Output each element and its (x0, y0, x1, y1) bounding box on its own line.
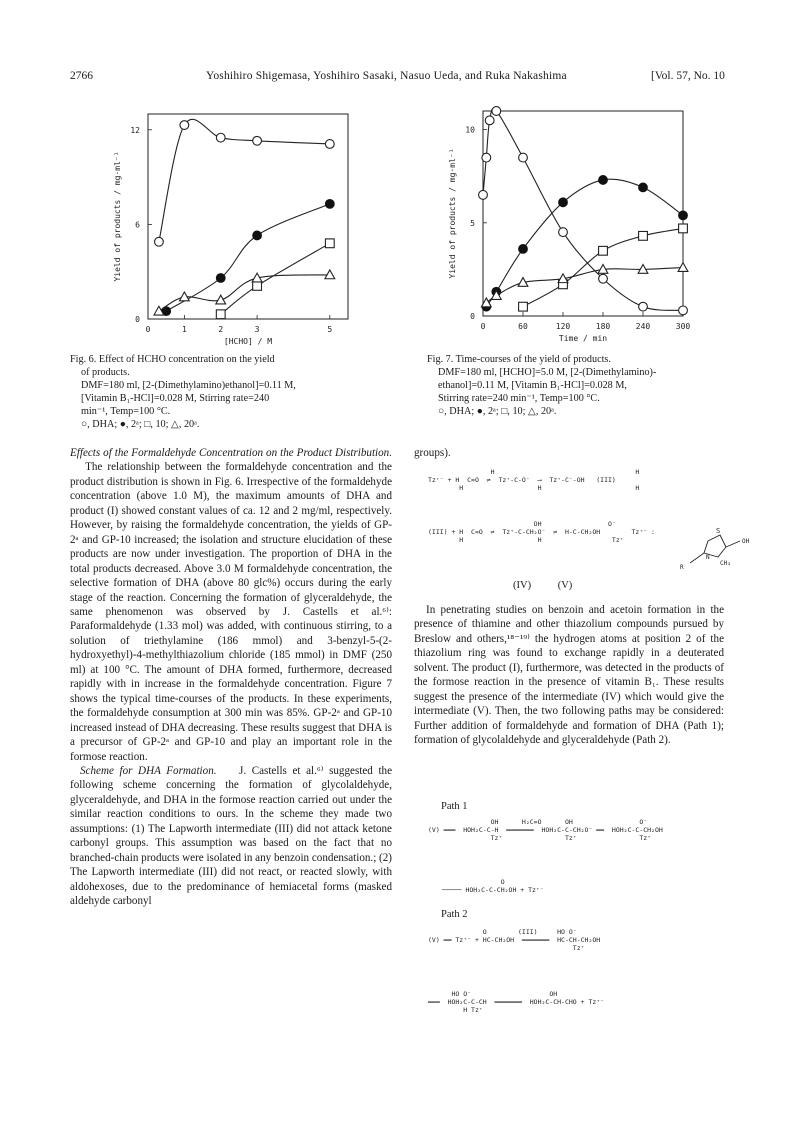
n-substituent-bond (690, 553, 704, 563)
figure-7-chart (435, 105, 700, 350)
data-point-open-square (679, 224, 688, 233)
path-2-label: Path 2 (441, 909, 468, 920)
nitrogen-label: N (706, 554, 710, 561)
y-tick-label: 6 (135, 220, 140, 230)
data-point-filled-circle (599, 176, 608, 185)
series-curve-DHA (483, 109, 683, 311)
data-point-open-square (216, 310, 225, 319)
series-curve-20ᵃ (486, 268, 683, 303)
scheme-reaction-1: H H Tz⁺⁻ + H C=O ⇌ Tz⁺-C-O⁻ ⟶ Tz⁺-C⁻-OH (III) H H H (428, 468, 640, 492)
caption-line: Stirring rate=240 min⁻¹, Temp=100 °C. (438, 393, 600, 404)
x-tick-label: 300 (675, 322, 691, 331)
x-tick-label: 1 (181, 325, 187, 334)
thiazolium-svg (668, 523, 758, 573)
y-axis-label: Yield of products / mg·ml⁻¹ (448, 148, 457, 279)
data-point-open-circle (485, 116, 494, 125)
data-point-open-triangle (216, 295, 226, 304)
figure-6-chart (100, 108, 365, 353)
caption-line: ethanol]=0.11 M, [Vitamin B₁-HCl]=0.028 M, (438, 380, 627, 391)
data-point-open-triangle (325, 270, 335, 279)
path-1-label: Path 1 (441, 801, 468, 812)
side-chain-bond (726, 541, 740, 547)
caption-line: DMF=180 ml, [2-(Dimethylamino)ethanol]=0.11 M, (81, 380, 296, 391)
x-tick-label: 180 (595, 322, 611, 331)
caption-line: Fig. 7. Time-courses of the yield of products. (427, 354, 611, 365)
data-point-open-circle (519, 153, 528, 162)
figure-6-caption (70, 353, 390, 431)
y-tick-label: 10 (465, 125, 475, 135)
data-point-open-circle (216, 133, 225, 142)
y-axis-label: Yield of products / mg·ml⁻¹ (113, 151, 122, 282)
data-point-open-circle (253, 136, 262, 145)
data-point-filled-circle (639, 183, 648, 192)
x-tick-label: 60 (518, 322, 528, 331)
caption-line: of products. (81, 367, 130, 378)
section-heading: Scheme for DHA Formation. (80, 764, 217, 777)
caption-line: [Vitamin B₁-HCl]=0.028 M, Stirring rate=240 (81, 393, 270, 404)
path-1-reaction: OH H₂C=O OH O⁻ (V) ═══ HOH₂C-C-H ═══════ HOH₂C-C-CH₂O⁻ ══ HOH₂C-C-CH₂OH Tz⁺ Tz⁺ Tz⁺ (428, 818, 663, 842)
caption-line: min⁻¹, Temp=100 °C. (81, 406, 171, 417)
data-point-filled-circle (253, 231, 262, 240)
paragraph-text: J. Castells et al.⁶⁾ suggested the following scheme concerning the formation of glycolaldehyde, glyceraldehyde, and DHA in the formose reaction carried out under the similar reaction conditions to ours. In the scheme they made two assumptions: (1) The Lapworth intermediate (III) did not attack ketone carbonyl groups. This assumption was based on the fact that no branched-chain products were isolated in any benzoin condensation.; (2) The Lapworth intermediate (III) did not react, or reacted slowly, with aldohexoses, due to the predominance of hemiacetal forms (masked aldehyde carbonyl (70, 764, 392, 908)
data-point-open-circle (492, 107, 501, 116)
figure-7-svg (435, 105, 700, 350)
data-point-open-circle (559, 228, 568, 237)
caption-line: Fig. 6. Effect of HCHO concentration on the yield (70, 354, 275, 365)
data-point-open-circle (639, 302, 648, 311)
page-number: 2766 (70, 70, 93, 82)
right-column-lead (414, 446, 724, 460)
data-point-open-square (599, 246, 608, 255)
plot-frame (483, 111, 683, 316)
x-axis-label: [HCHO] / M (223, 337, 273, 346)
path-2-product: HO O⁻ OH ═══ HOH₂C-C-CH ═══════ HOH₂C-CH-CHO + Tz⁺⁻ H Tz⁺ (428, 990, 605, 1014)
series-curve-2ᵃ (486, 179, 683, 306)
paragraph-text: groups). (414, 447, 451, 459)
x-tick-label: 5 (327, 325, 333, 334)
data-point-open-circle (599, 274, 608, 283)
journal-volume: [Vol. 57, No. 10 (651, 70, 725, 82)
data-point-filled-circle (216, 274, 225, 283)
scheme-intermediate-labels: (IV) (V) (513, 580, 573, 591)
x-axis-label: Time / min (558, 334, 608, 343)
data-point-filled-circle (325, 199, 334, 208)
x-tick-label: 240 (635, 322, 651, 331)
data-point-open-square (253, 281, 262, 290)
sulfur-label: S (716, 527, 721, 535)
x-tick-label: 0 (480, 322, 486, 331)
data-point-open-square (639, 231, 648, 240)
data-point-filled-circle (519, 245, 528, 254)
figure-7-caption (427, 353, 747, 418)
paragraph-text: The relationship between the formaldehyde concentration and the product distribution is shown in Fig. 6. Irrespective of the formaldehyde concentration (above 1.0 M), the maximum amounts of DHA and product (I) showed constant values of ca. 12 and 2 mg/ml, respectively. However, by raising the formaldehyde concentration, the yields of GP-2ᵃ and GP-10 increased; the isolation and structure elucidation of these products are now under investigation. The proportion of DHA in the total products decreased. Above 3.0 M formaldehyde concentration, the selective formation of DHA (above 80 glc%) occurs during the early stage of the reaction. Concerning the formation of glyceraldehyde, the same phenomenon was observed by J. Castells et al.⁶⁾: Paraformaldehyde (1.33 mol) was added, with continuous stirring, to a solution of triethylamine (186 mmol) and 3-benzyl-5-(2-hydroxyethyl)-4-methylthiazolium chloride (185 mmol) in DMF (250 ml) at 100 °C. The amount of DHA formed, furthermore, decreased rapidly with in increase in the formaldehyde concentration. Figure 7 shows the typical time-courses of the products. In these experiments, the formaldehyde consumption at 300 min was 85%. GP-2ᵃ and GP-10 increased instead of DHA decreasing. These results suggest that DHA is a precursor of GP-2ᵃ and GP-10 and play an important role in the formose reaction. (70, 461, 392, 763)
data-point-open-circle (325, 140, 334, 149)
path-1-product: O ───── HOH₂C-C-CH₂OH + Tz⁺⁻ (442, 878, 544, 894)
y-tick-label: 12 (130, 125, 140, 135)
data-point-open-circle (479, 190, 488, 199)
y-tick-label: 0 (135, 315, 140, 324)
paragraph (70, 446, 392, 764)
data-point-open-square (519, 302, 528, 311)
right-column-body (414, 603, 724, 748)
data-point-open-triangle (678, 263, 688, 272)
series-curve-10 (221, 243, 330, 314)
data-point-open-circle (482, 153, 491, 162)
section-heading: Effects of the Formaldehyde Concentration on the Product Distribution. (70, 447, 392, 459)
caption-line: ○, DHA; ●, 2ᵃ; □, 10; △, 20ᵃ. (438, 406, 557, 417)
thiazolium-structure (668, 523, 758, 578)
data-point-open-square (325, 239, 334, 248)
data-point-open-circle (155, 237, 164, 246)
path-2-reaction: O (III) HO O⁻ (V) ══ Tz⁺⁻ + HC-CH₂OH ═══════ HC-CH-CH₂OH Tz⁺ (428, 928, 601, 952)
data-point-open-circle (180, 121, 189, 130)
series-curve-DHA (159, 119, 330, 241)
running-header-authors: Yoshihiro Shigemasa, Yoshihiro Sasaki, Nasuo Ueda, and Ruka Nakashima (206, 70, 567, 82)
y-tick-label: 5 (470, 218, 475, 228)
left-column (70, 446, 392, 1036)
data-point-filled-circle (559, 198, 568, 207)
figure-6-svg (100, 108, 365, 353)
paragraph (70, 764, 392, 909)
data-point-open-circle (679, 306, 688, 315)
scheme-reaction-2: OH O⁻ (III) + H C=O ⇌ Tz⁺-C-CH₂O⁻ ⇌ H-C-CH₂OH Tz⁺⁻ : H H Tz⁺ (428, 520, 655, 544)
caption-line: ○, DHA; ●, 2ᵃ; □, 10; △, 20ᵃ. (81, 419, 200, 430)
x-tick-label: 120 (555, 322, 571, 331)
data-point-filled-circle (679, 211, 688, 220)
x-tick-label: 3 (254, 325, 260, 334)
caption-line: DMF=180 ml, [HCHO]=5.0 M, [2-(Dimethylamino)- (438, 367, 657, 378)
r-label: R (680, 564, 684, 571)
oh-label: OH (742, 538, 750, 545)
y-tick-label: 0 (470, 312, 475, 321)
x-tick-label: 2 (218, 325, 224, 334)
paragraph-text: In penetrating studies on benzoin and acetoin formation in the presence of thiamine and other thiazolium compounds pursued by Breslow and others,¹⁸⁻¹⁹⁾ the hydrogen atoms at position 2 of the thiazolium ring was found to exchange rapidly in a deuterated solvent. The product (I), furthermore, was detected in the products of the formose reaction in the presence of vitamin B₁. These results suggest the presence of the intermediate (IV) which would give the intermediate (V). Then, the two following paths may be considered: Further addition of formaldehyde and formation of DHA (Path 1); formation of glycolaldehyde and glyceraldehyde (Path 2). (414, 604, 724, 747)
x-tick-label: 0 (145, 325, 151, 334)
methyl-label: CH₃ (720, 560, 731, 567)
